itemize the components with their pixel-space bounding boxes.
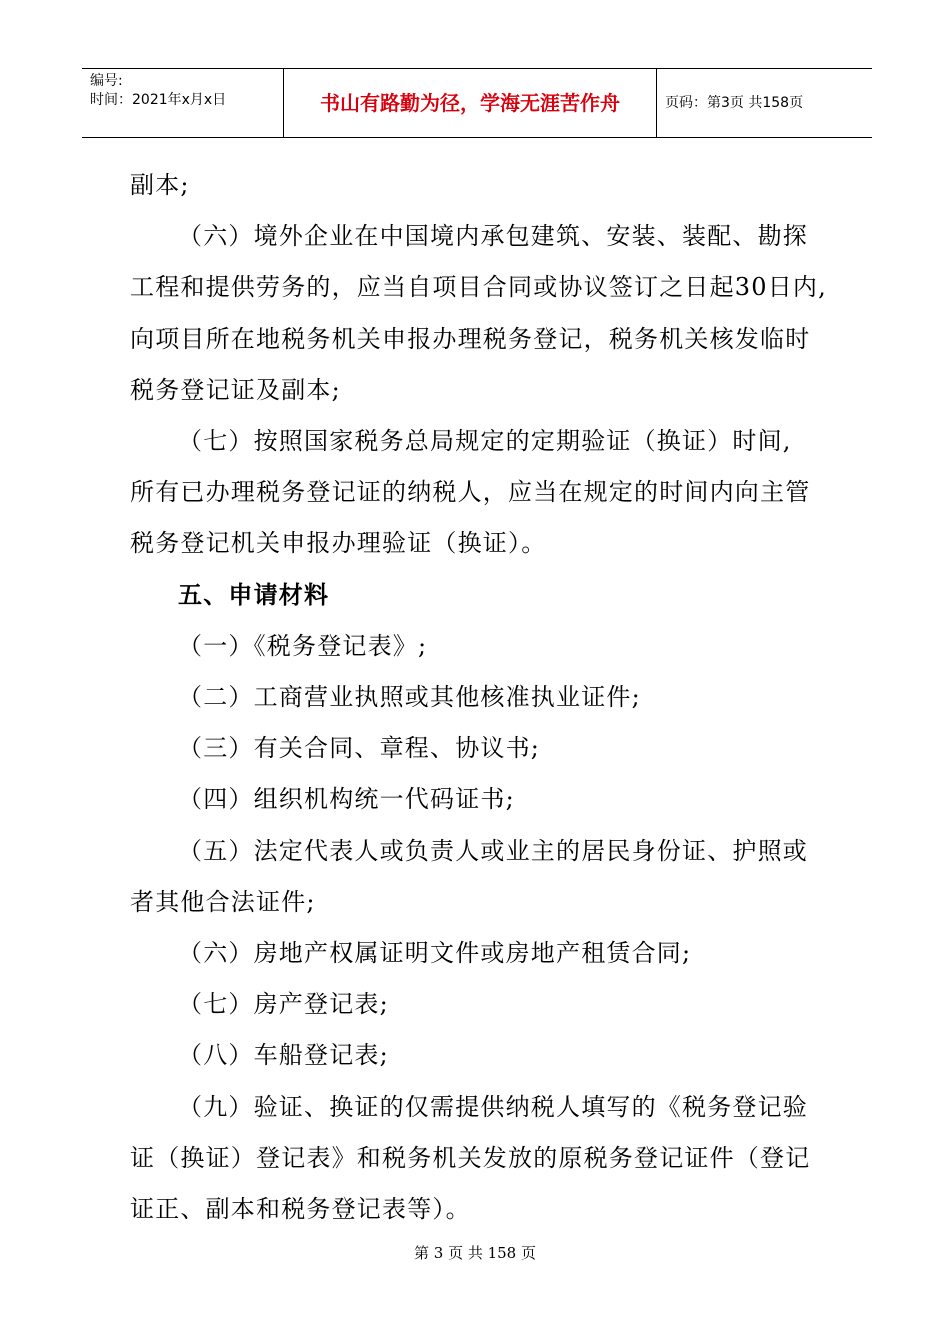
header-motto-cell xyxy=(284,69,657,137)
list-item: （九）验证、换证的仅需提供纳税人填写的《税务登记验 xyxy=(178,1092,808,1121)
list-item: （二）工商营业执照或其他核准执业证件; xyxy=(178,683,641,712)
header-page-info: 页码：第3页 共158页 xyxy=(665,95,804,111)
page-header xyxy=(82,68,872,138)
list-item: （一）《税务登记表》; xyxy=(178,631,428,660)
body-line: 工程和提供劳务的，应当自项目合同或协议签订之日起30日内, xyxy=(130,273,827,302)
body-line: 者其他合法证件; xyxy=(130,887,316,916)
body-line: 证正、副本和税务登记表等）。 xyxy=(130,1195,471,1224)
body-line: 税务登记证及副本; xyxy=(130,375,341,404)
list-item: （五）法定代表人或负责人或业主的居民身份证、护照或 xyxy=(178,836,808,865)
header-meta-cell xyxy=(82,69,284,137)
list-item: （八）车船登记表; xyxy=(178,1041,389,1070)
body-line: （六）境外企业在中国境内承包建筑、安装、装配、勘探 xyxy=(178,222,808,251)
body-line: 证（换证）登记表》和税务机关发放的原税务登记证件（登记 xyxy=(130,1143,811,1172)
list-item: （三）有关合同、章程、协议书; xyxy=(178,734,541,763)
list-item: （六）房地产权属证明文件或房地产租赁合同; xyxy=(178,939,692,968)
document-time-label: 时间：2021年x月x日 xyxy=(90,92,227,108)
header-page-cell xyxy=(657,69,872,137)
list-item: （四）组织机构统一代码证书; xyxy=(178,785,515,814)
body-line: 副本; xyxy=(130,171,190,199)
body-line: 税务登记机关申报办理验证（换证）。 xyxy=(130,529,547,558)
body-line: （七）按照国家税务总局规定的定期验证（换证）时间, xyxy=(178,427,792,456)
body-line: 所有已办理税务登记证的纳税人，应当在规定的时间内向主管 xyxy=(130,478,811,507)
document-number-label: 编号: xyxy=(90,73,123,89)
document-body xyxy=(130,160,840,1235)
body-line: 向项目所在地税务机关申报办理税务登记，税务机关核发临时 xyxy=(130,324,811,353)
section-heading: 五、申请材料 xyxy=(178,580,330,609)
page-footer: 第 3 页 共 158 页 xyxy=(413,1244,536,1262)
header-motto: 书山有路勤为径，学海无涯苦作舟 xyxy=(320,91,620,115)
list-item: （七）房产登记表; xyxy=(178,990,389,1019)
